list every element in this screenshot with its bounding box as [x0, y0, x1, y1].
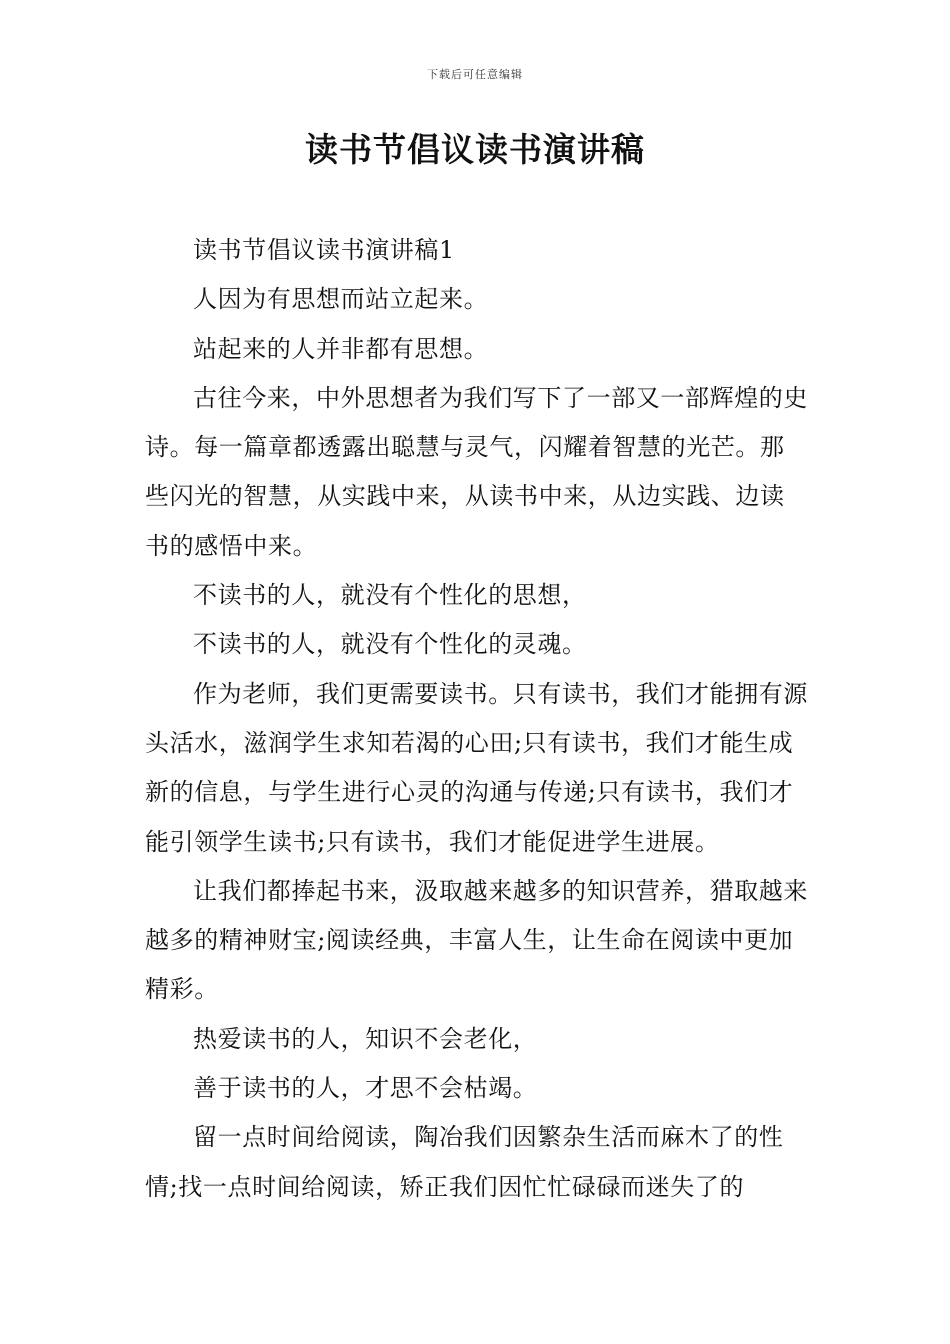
paragraph: 作为老师，我们更需要读书。只有读书，我们才能拥有源头活水，滋润学生求知若渴的心田;只有读书，我们才能生成新的信息，与学生进行心灵的沟通与传递;只有读书，我们才能引领学生读书;只有读书，我们才能促进学生进展。	[145, 679, 808, 856]
paragraph: 人因为有思想而站立起来。	[193, 285, 489, 314]
paragraph: 留一点时间给阅读，陶冶我们因繁杂生活而麻木了的性情;找一点时间给阅读，矫正我们因忙忙碌碌而迷失了的	[145, 1123, 784, 1201]
document-title: 读书节倡议读书演讲稿	[305, 130, 645, 169]
header-note: 下载后可任意编辑	[427, 68, 523, 81]
paragraph: 让我们都捧起书来，汲取越来越多的知识营养，猎取越来越多的精神财宝;阅读经典，丰富人生，让生命在阅读中更加精彩。	[145, 876, 808, 1004]
paragraph: 善于读书的人，才思不会枯竭。	[193, 1074, 538, 1103]
paragraph: 古往今来，中外思想者为我们写下了一部又一部辉煌的史诗。每一篇章都透露出聪慧与灵气，闪耀着智慧的光芒。那些闪光的智慧，从实践中来，从读书中来，从边实践、边读书的感悟中来。	[145, 383, 808, 560]
paragraph-subtitle: 读书节倡议读书演讲稿1	[193, 236, 455, 264]
document-body	[145, 226, 809, 1212]
paragraph: 不读书的人，就没有个性化的思想，	[193, 581, 587, 610]
paragraph: 不读书的人，就没有个性化的灵魂。	[193, 630, 587, 659]
paragraph: 站起来的人并非都有思想。	[193, 334, 489, 363]
paragraph: 热爱读书的人，知识不会老化，	[193, 1024, 538, 1053]
